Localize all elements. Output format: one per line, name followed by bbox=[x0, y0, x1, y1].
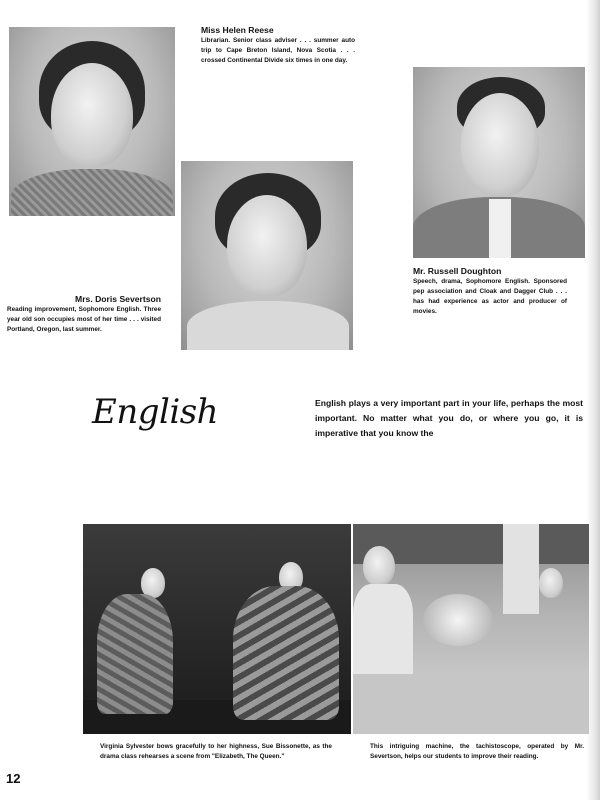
drama-rehearsal-photo bbox=[83, 524, 351, 734]
drama-photo-caption: Virginia Sylvester bows gracefully to her highness, Sue Bissonette, as the drama class rehearses a scene from "Elizabeth, The Queen." bbox=[100, 743, 332, 760]
portrait-helen-reese bbox=[9, 27, 175, 216]
section-intro: English plays a very important part in your life, perhaps the most important. No matter what you do, or where you go, it is imperative that you know the bbox=[315, 398, 583, 438]
section-title: English bbox=[92, 392, 219, 432]
portrait-doris-severtson bbox=[181, 161, 353, 350]
teacher-name: Miss Helen Reese bbox=[201, 25, 274, 35]
teacher-bio: Speech, drama, Sophomore English. Sponsored pep association and Cloak and Dagger Club . . . has had experience as actor and producer of movies. bbox=[413, 278, 567, 315]
teacher-name: Mr. Russell Doughton bbox=[413, 266, 502, 276]
page-number: 12 bbox=[6, 771, 21, 786]
teacher-bio: Reading improvement, Sophomore English. Three year old son occupies most of her time . . . visited Portland, Oregon, last summer. bbox=[7, 306, 161, 333]
portrait-russell-doughton bbox=[413, 67, 585, 258]
tachistoscope-photo bbox=[353, 524, 589, 734]
tachistoscope-photo-caption: This intriguing machine, the tachistoscope, operated by Mr. Severtson, helps our students to improve their reading. bbox=[370, 743, 584, 760]
caption-helen-reese bbox=[201, 24, 355, 66]
teacher-bio: Librarian. Senior class adviser . . . summer auto trip to Cape Breton Island, Nova Scotia . . . crossed Continental Divide six times in one day. bbox=[201, 37, 355, 64]
teacher-name: Mrs. Doris Severtson bbox=[75, 294, 161, 304]
caption-russell-doughton bbox=[413, 265, 567, 317]
caption-doris-severtson bbox=[7, 293, 161, 335]
